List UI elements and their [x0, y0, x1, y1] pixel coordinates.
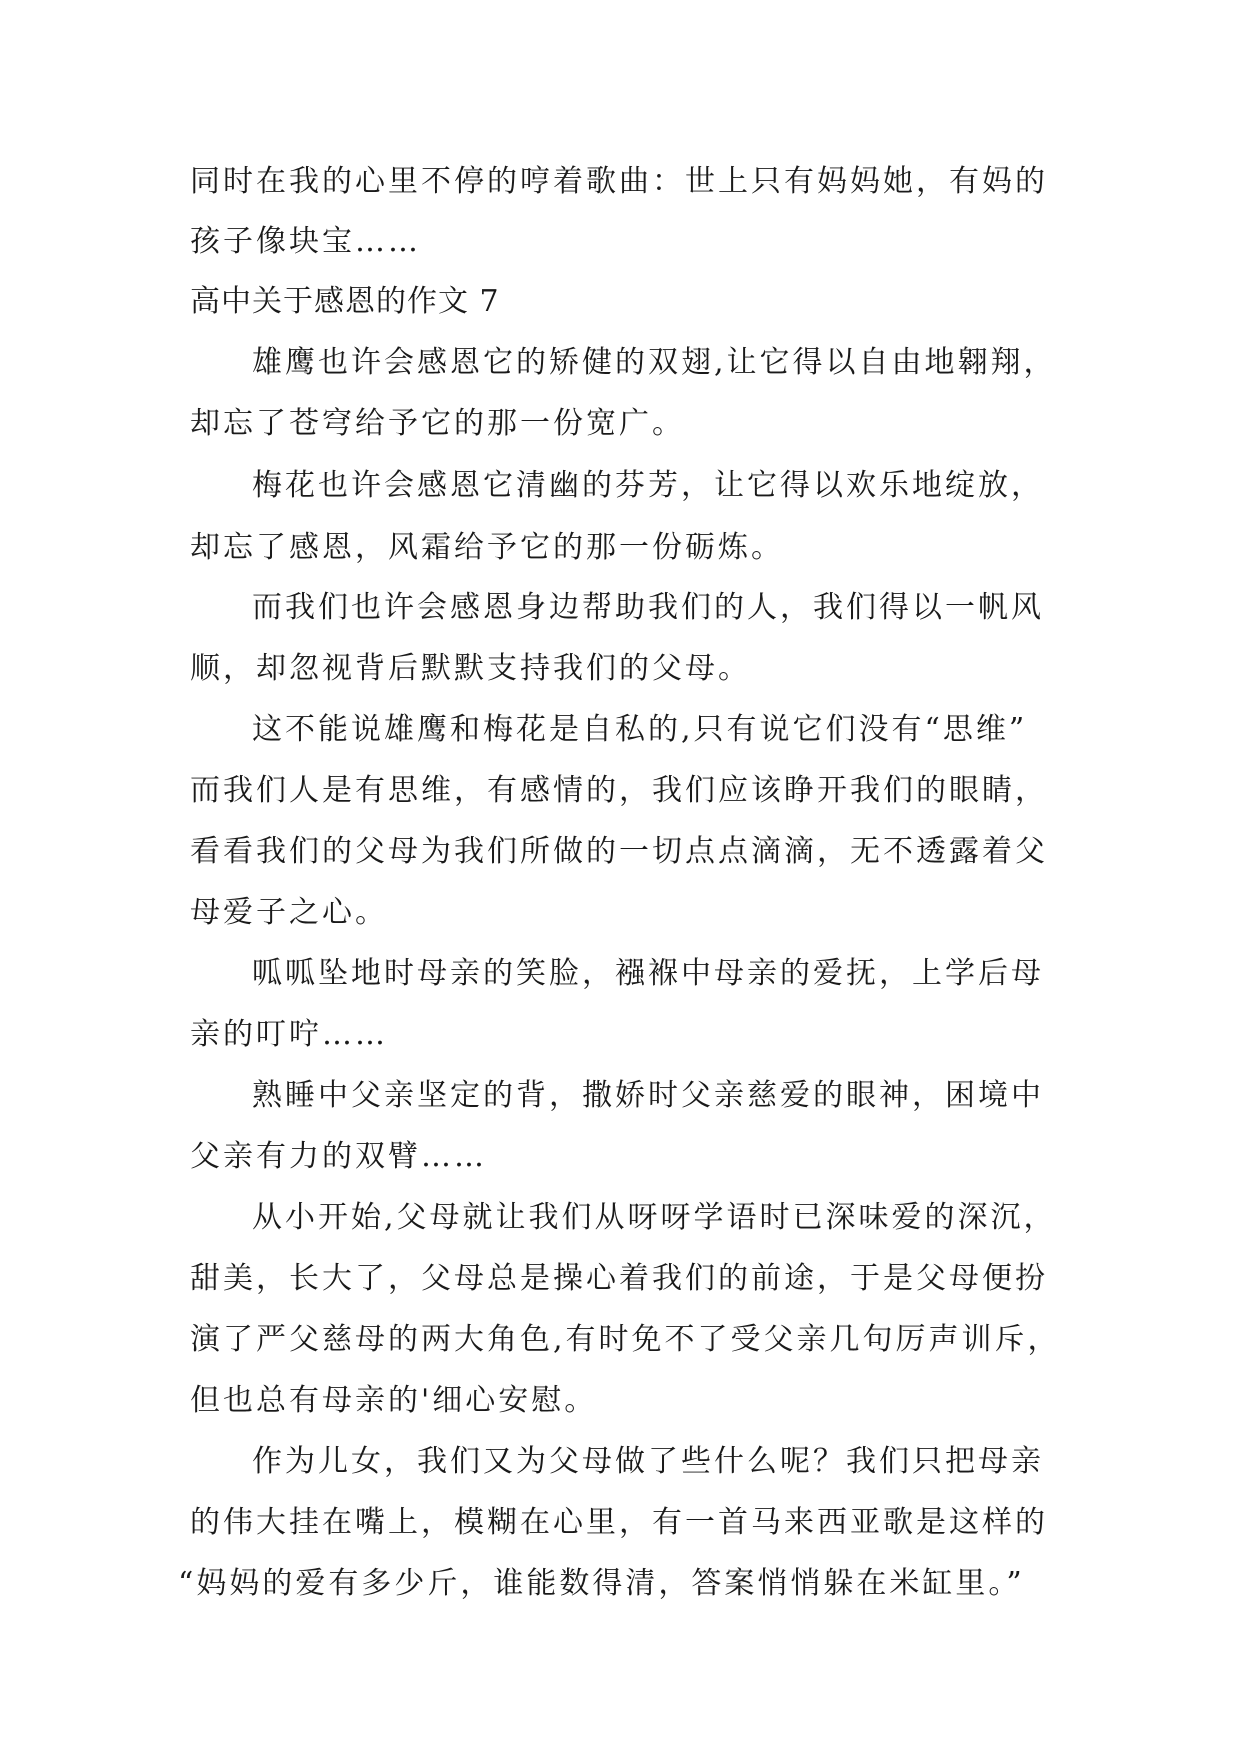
text-line: 从小开始,父母就让我们从呀呀学语时已深味爱的深沉， [252, 1200, 1057, 1235]
text-line: 孩子像块宝…… [190, 224, 421, 259]
text-line: 的伟大挂在嘴上，模糊在心里，有一首马来西亚歌是这样的 [190, 1505, 1048, 1540]
text-line: 同时在我的心里不停的哼着歌曲：世上只有妈妈她，有妈的 [190, 164, 1048, 199]
text-line: 父亲有力的双臂…… [190, 1139, 487, 1174]
text-line: 熟睡中父亲坚定的背，撒娇时父亲慈爱的眼神，困境中 [252, 1078, 1044, 1113]
text-line: 作为儿女，我们又为父母做了些什么呢？我们只把母亲 [252, 1444, 1044, 1479]
text-line: 却忘了感恩，风霜给予它的那一份砺炼。 [190, 530, 784, 565]
section-heading: 高中关于感恩的作文 7 [190, 284, 500, 319]
text-line: 雄鹰也许会感恩它的矫健的双翅,让它得以自由地翱翔， [252, 345, 1057, 380]
text-line: 但也总有母亲的'细心安慰。 [190, 1383, 598, 1418]
text-line: 看看我们的父母为我们所做的一切点点滴滴，无不透露着父 [190, 834, 1048, 869]
text-line: 却忘了苍穹给予它的那一份宽广。 [190, 406, 685, 441]
text-line: 顺，却忽视背后默默支持我们的父母。 [190, 651, 751, 686]
text-line: 演了严父慈母的两大角色,有时免不了受父亲几句厉声训斥， [190, 1322, 1061, 1357]
text-line: 梅花也许会感恩它清幽的芬芳，让它得以欢乐地绽放， [252, 468, 1044, 503]
text-line: 而我们人是有思维，有感情的，我们应该睁开我们的眼睛， [190, 773, 1048, 808]
text-line: 呱呱坠地时母亲的笑脸，襁褓中母亲的爱抚，上学后母 [252, 956, 1044, 991]
text-line: 母爱子之心。 [190, 895, 388, 930]
text-line: 这不能说雄鹰和梅花是自私的,只有说它们没有“思维” [252, 712, 1028, 747]
text-line: “妈妈的爱有多少斤，谁能数得清，答案悄悄躲在米缸里。” [178, 1566, 1025, 1601]
text-line: 甜美，长大了，父母总是操心着我们的前途，于是父母便扮 [190, 1261, 1048, 1296]
text-line: 而我们也许会感恩身边帮助我们的人，我们得以一帆风 [252, 590, 1044, 625]
text-line: 亲的叮咛…… [190, 1017, 388, 1052]
